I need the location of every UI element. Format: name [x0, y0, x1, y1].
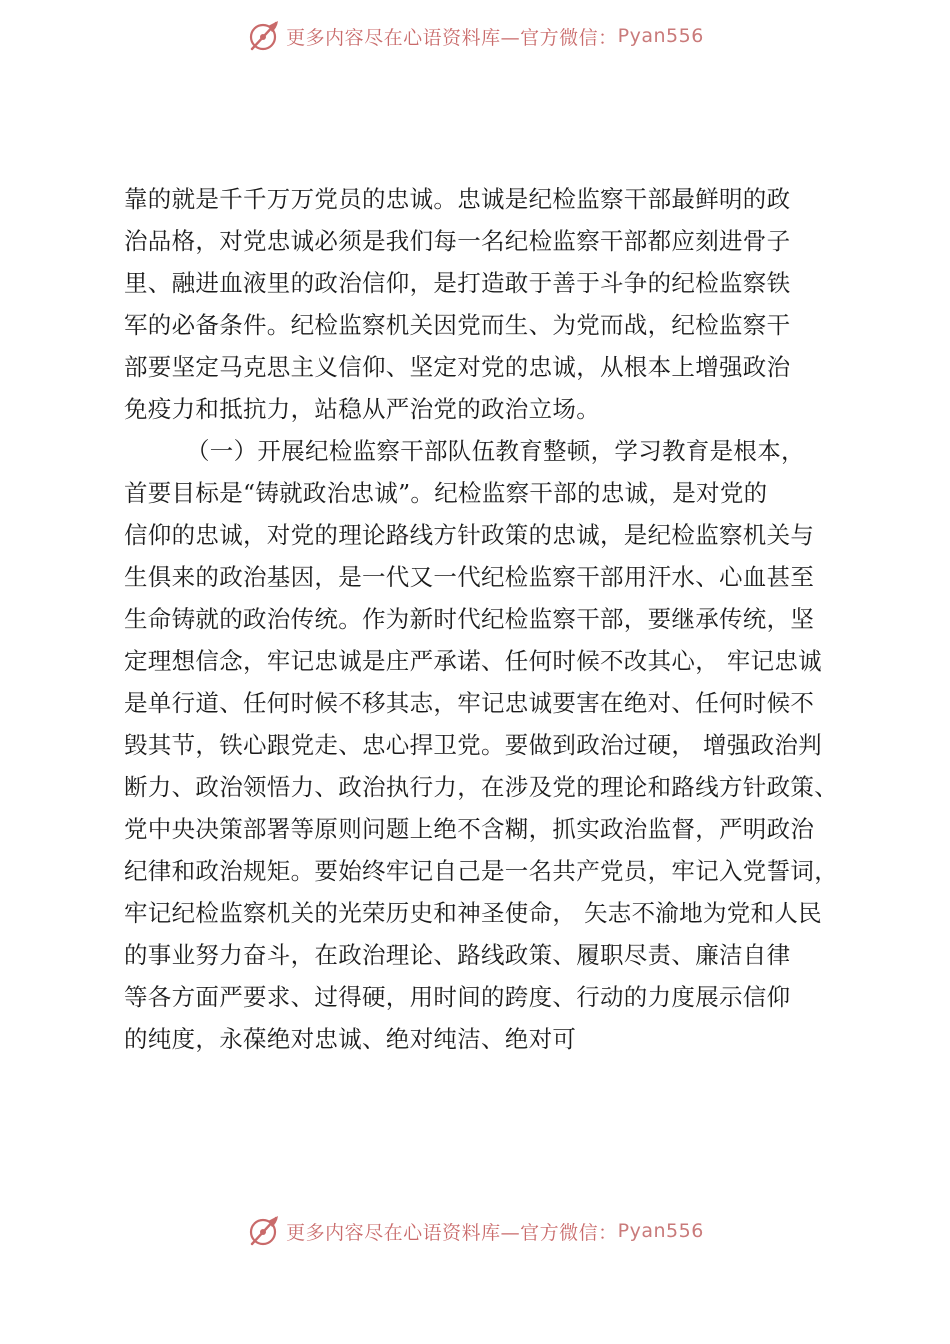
text-line: 信仰的忠诚，对党的理论路线方针政策的忠诚，是纪检监察机关与 — [124, 521, 815, 549]
text-line: 的纯度，永葆绝对忠诚、绝对纯洁、绝对可 — [124, 1025, 577, 1053]
text-line: 免疫力和抵抗力，站稳从严治党的政治立场。 — [124, 395, 600, 423]
text-line: 是单行道、任何时候不移其志，牢记忠诚要害在绝对、任何时候不 — [124, 689, 815, 717]
document-body — [124, 178, 844, 1060]
text-line: 治品格，对党忠诚必须是我们每一名纪检监察干部都应刻进骨子 — [124, 227, 791, 255]
text-line: 毁其节，铁心跟党走、忠心捍卫党。要做到政治过硬， 增强政治判 — [124, 731, 822, 759]
text-line: 的事业努力奋斗，在政治理论、路线政策、履职尽责、廉洁自律 — [124, 941, 791, 969]
text-line: 军的必备条件。纪检监察机关因党而生、为党而战，纪检监察干 — [124, 311, 791, 339]
section-heading-line: （一）开展纪检监察干部队伍教育整顿，学习教育是根本， — [186, 437, 805, 465]
text-line: 部要坚定马克思主义信仰、坚定对党的忠诚，从根本上增强政治 — [124, 353, 791, 381]
text-line: 靠的就是千千万万党员的忠诚。忠诚是纪检监察干部最鲜明的政 — [124, 185, 791, 213]
watermark-text: 更多内容尽在心语资料库—官方微信： — [286, 26, 618, 49]
text-line: 等各方面严要求、过得硬，用时间的跨度、行动的力度展示信仰 — [124, 983, 791, 1011]
text-line: 牢记纪检监察机关的光荣历史和神圣使命， 矢志不渝地为党和人民 — [124, 899, 822, 927]
watermark-wechat-id: Pyan556 — [617, 1220, 704, 1242]
text-line: 定理想信念，牢记忠诚是庄严承诺、任何时候不改其心， 牢记忠诚 — [124, 647, 822, 675]
watermark-text: 更多内容尽在心语资料库—官方微信： — [286, 1221, 618, 1244]
watermark-wechat-id: Pyan556 — [617, 25, 704, 47]
text-line: 首要目标是“铸就政治忠诚”。纪检监察干部的忠诚，是对党的 — [124, 479, 768, 507]
text-line: 纪律和政治规矩。要始终牢记自己是一名共产党员，牢记入党誓词， — [124, 857, 838, 885]
watermark-header — [0, 16, 950, 56]
text-line: 生俱来的政治基因，是一代又一代纪检监察干部用汗水、心血甚至 — [124, 563, 815, 591]
text-line: 生命铸就的政治传统。作为新时代纪检监察干部，要继承传统，坚 — [124, 605, 815, 633]
text-line: 断力、政治领悟力、政治执行力，在涉及党的理论和路线方针政策、 — [124, 773, 838, 801]
text-line: 党中央决策部署等原则问题上绝不含糊，抓实政治监督，严明政治 — [124, 815, 815, 843]
watermark-footer — [0, 1211, 950, 1251]
text-line: 里、融进血液里的政治信仰，是打造敢于善于斗争的纪检监察铁 — [124, 269, 791, 297]
quill-logo-icon — [246, 18, 282, 54]
quill-logo-icon — [246, 1213, 282, 1249]
